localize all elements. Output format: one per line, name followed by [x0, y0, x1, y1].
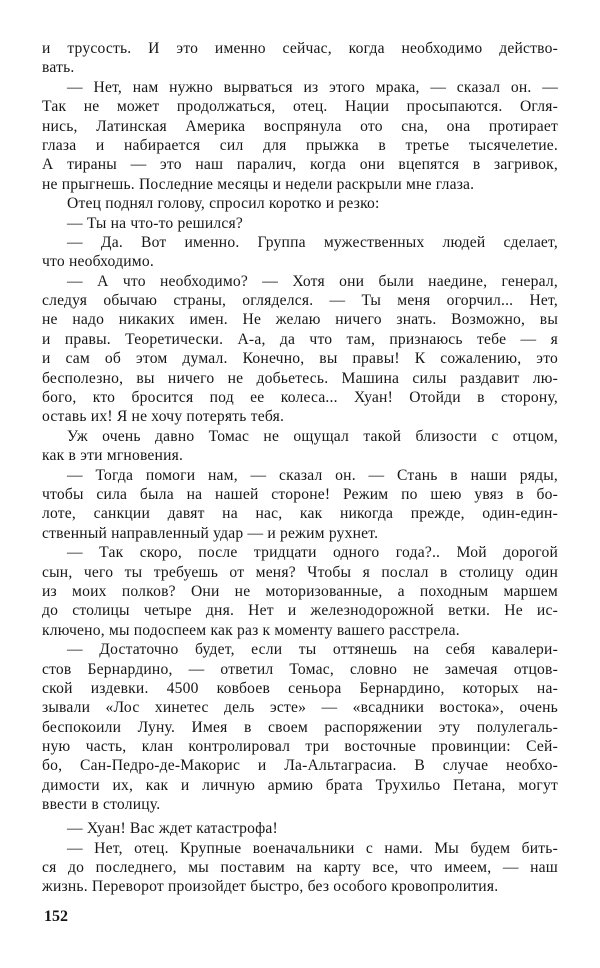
paragraph [42, 640, 558, 815]
text-line: бого, кто бросится под ее колеса... Хуан! Отойди в сторону, [42, 389, 558, 407]
text-line: — Так скоро, после тридцати одного года?.. Мой дорогой [67, 544, 558, 562]
text-line: ввести в столицу. [42, 796, 161, 814]
text-line: нись, Латинская Америка воспрянула ото сна, она протирает [42, 117, 558, 135]
text-line: и сам об этом думал. Конечно, вы правы! К сожалению, это [42, 350, 558, 368]
paragraph [42, 466, 558, 544]
text-line: Так не может продолжаться, отец. Нации просыпаются. Огля- [42, 98, 558, 116]
paragraph [42, 427, 558, 466]
text-line: не прыгнешь. Последние месяцы и недели раскрыли мне глаза. [42, 175, 475, 193]
text-line: зывали «Лос хинетес дель эсте» — «всадники востока», очень [42, 699, 558, 717]
text-line: беспокоили Луну. Имея в своем распоряжении эту полулегаль- [42, 718, 558, 736]
text-line: и трусость. И это именно сейчас, когда необходимо действо- [42, 40, 558, 57]
text-line: стов Бернардино, — ответил Томас, словно не замечая отцов- [42, 660, 558, 678]
page-number: 152 [44, 908, 68, 925]
text-line: — Тогда помоги нам, — сказал он. — Стань в наши ряды, [67, 466, 558, 484]
paragraph [42, 233, 558, 272]
paragraph [42, 839, 558, 897]
paragraph [42, 78, 558, 194]
text-line: из моих полков? Они не моторизованные, а походным маршем [42, 582, 558, 600]
text-line: Уж очень давно Томас не ощущал такой близости с отцом, [67, 427, 558, 445]
text-line: жизнь. Переворот произойдет быстро, без особого кровопролития. [42, 878, 499, 896]
text-line: бесполезно, вы ничего не добьетесь. Машина силы раздавит лю- [42, 369, 558, 387]
paragraph [42, 272, 558, 427]
paragraph [42, 819, 558, 838]
paragraph [42, 39, 558, 78]
text-line: как в эти мгновения. [42, 447, 184, 465]
text-line: чтобы сила была на нашей стороне! Режим по шею увяз в бо- [42, 485, 558, 503]
text-line: — Да. Вот именно. Группа мужественных людей сделает, [67, 233, 558, 251]
text-line: ную часть, клан контролировал три восточные провинции: Сей- [42, 738, 558, 756]
page-body [42, 39, 558, 897]
text-line: следуя обычаю страны, огляделся. — Ты меня огорчил... Нет, [42, 292, 558, 310]
text-line: Отец поднял голову, спросил коротко и резко: [67, 195, 380, 213]
text-line: димости их, как и личную армию брата Трухильо Петана, могут [42, 776, 558, 794]
text-line: и правы. Теоретически. А-а, да что там, признаюсь тебе — я [42, 330, 558, 348]
text-line: вать. [42, 59, 75, 77]
text-line: бо, Сан-Педро-де-Макорис и Ла-Альтаграсиа. В случае необхо- [42, 757, 558, 775]
text-line: лоте, санкции давят на нас, как никогда прежде, один-един- [42, 505, 558, 523]
text-line: — Хуан! Вас ждет катастрофа! [67, 820, 278, 838]
text-line: — Ты на что-то решился? [67, 214, 243, 232]
text-line: ственный направленный удар — и режим рухнет. [42, 524, 379, 542]
text-line: — Нет, отец. Крупные военачальники с нами. Мы будем бить- [67, 839, 558, 857]
paragraph [42, 543, 558, 640]
text-line: оставь их! Я не хочу потерять тебя. [42, 408, 285, 426]
text-line: — Достаточно будет, если ты оттянешь на себя кавалери- [67, 641, 558, 659]
text-line: сын, чего ты требуешь от меня? Чтобы я послал в столицу один [42, 563, 558, 581]
paragraph [42, 194, 558, 213]
text-line: А тираны — это наш паралич, когда они вцепятся в загривок, [42, 156, 558, 174]
text-line: до столицы четыре дня. Нет и железнодорожной ветки. Не ис- [42, 602, 558, 620]
text-line: что необходимо. [42, 253, 154, 271]
text-line: — А что необходимо? — Хотя они были наедине, генерал, [67, 272, 558, 290]
text-line: ключено, мы подоспеем как раз к моменту вашего расстрела. [42, 621, 460, 639]
text-line: ся до последнего, мы поставим на карту все, что имеем, — наш [42, 859, 558, 876]
paragraph [42, 214, 558, 233]
text-line: глаза и набирается сил для прыжка в третье тысячелетие. [42, 136, 558, 154]
text-line: не надо никаких имен. Не желаю ничего знать. Возможно, вы [42, 311, 558, 329]
text-line: — Нет, нам нужно вырваться из этого мрака, — сказал он. — [67, 78, 558, 96]
text-line: ской издевки. 4500 ковбоев сеньора Бернардино, которых на- [42, 679, 558, 697]
